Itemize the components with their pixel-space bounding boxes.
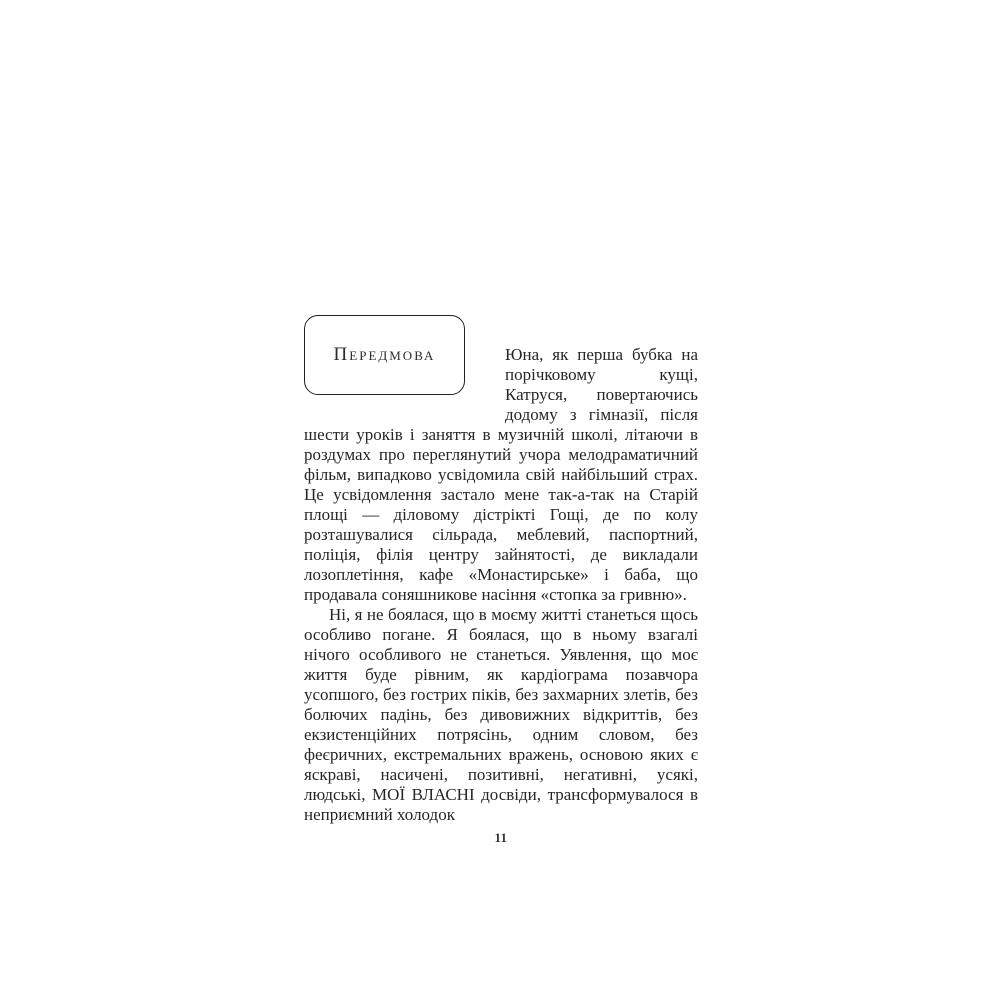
paragraph-2: Ні, я не боялася, що в моєму житті станеться щось особливо погане. Я боялася, що в ньому взагалі нічого особливого не станеться. Уявлення, що моє життя буде рівним, як кардіограма позавчора усопшого, без гострих піків, без захмарних злетів, без болючих падінь, без дивовижних відкриттів, без екзистенційних потрясінь, одним словом, без феєричних, екстремальних вражень, основою яких є яскраві, насичені, позитивні, негативні, усякі, людські, МОЇ ВЛАСНІ досвіди, трансформувалося в неприємний холодок	[304, 605, 698, 824]
paragraph-1: Юна, як перша бубка на порічковому кущі, Катруся, повертаючись додому з гімназії, після шести уроків і заняття в музичній школі, літаючи в роздумах про переглянутий учора мелодраматичний фільм, випадково усвідомила свій найбільший страх. Це усвідомлення застало мене так-а-так на Старій площі — діловому дістрікті Гощі, де по колу розташувалися сільрада, меблевий, паспортний, поліція, філія центру зайнятості, де викладали лозоплетіння, кафе «Монастирське» і баба, що продавала соняшникове насіння «стопка за гривню».	[304, 345, 698, 604]
preface-label: Передмова	[333, 344, 436, 365]
preface-box	[304, 315, 465, 395]
text-block	[304, 315, 698, 825]
page-number: 11	[494, 831, 508, 845]
